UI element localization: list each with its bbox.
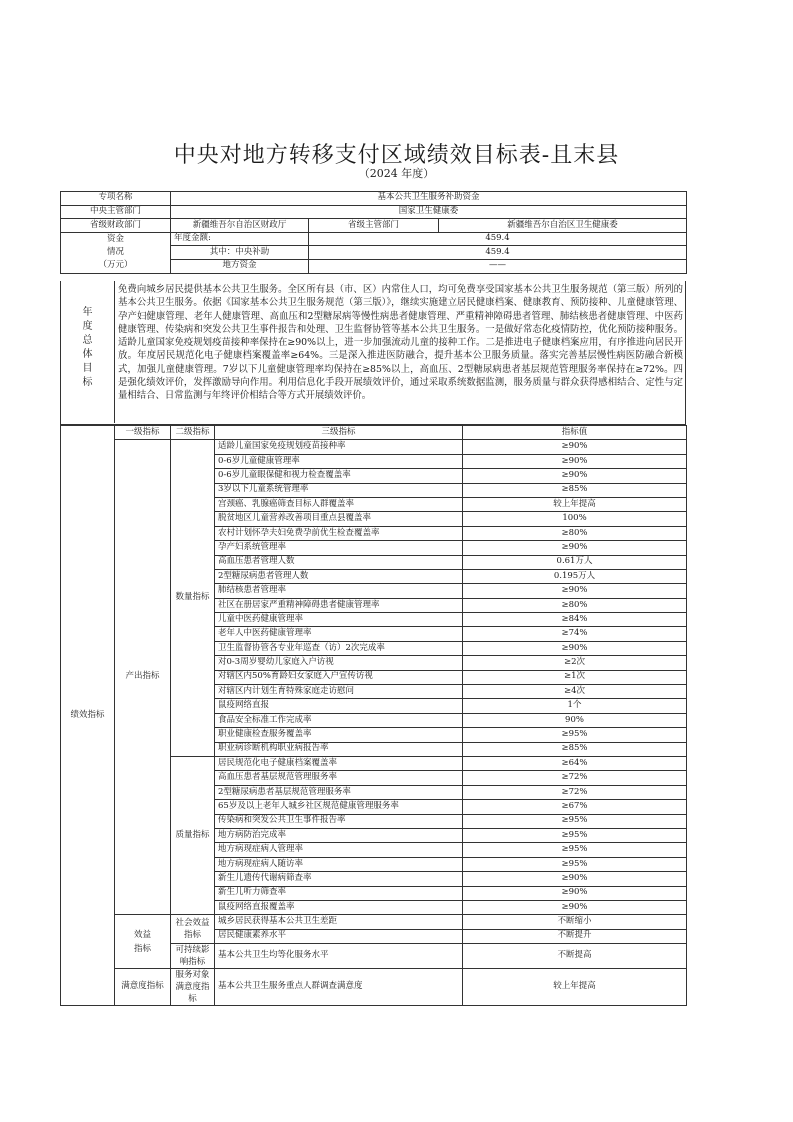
indicator-name: 高血压患者基层规范管理服务率 <box>215 771 463 785</box>
indicator-name: 3岁以下儿童系统管理率 <box>215 483 463 497</box>
benefit-indicator-label <box>115 915 171 969</box>
indicator-name: 对辖区内50%育龄妇女家庭入户宣传访视 <box>215 670 463 684</box>
indicator-name: 地方病现症病人随访率 <box>215 857 463 871</box>
indicator-value: ≥90% <box>463 584 687 598</box>
indicator-name: 新生儿遗传代谢病筛查率 <box>215 872 463 886</box>
indicator-value: ≥90% <box>463 469 687 483</box>
funds-label-line-1: 资金 <box>106 234 124 245</box>
local-funds-label: 地方资金 <box>171 259 309 273</box>
indicator-name: 鼠疫网络直报覆盖率 <box>215 900 463 914</box>
prov-dept-label: 省级主管部门 <box>309 219 439 233</box>
project-value: 基本公共卫生服务补助资金 <box>171 192 687 206</box>
indicator-name: 宫颈癌、乳腺癌筛查目标人群覆盖率 <box>215 497 463 511</box>
indicator-value: ≥90% <box>463 900 687 914</box>
indicator-value: ≥90% <box>463 886 687 900</box>
central-dept-label: 中央主管部门 <box>61 205 171 219</box>
goal-label-char: 目 <box>82 363 93 374</box>
satisfaction-indicator-label: 满意度指标 <box>115 969 171 1006</box>
prov-dept-value: 新疆维吾尔自治区卫生健康委 <box>439 219 687 233</box>
annual-goal-section <box>60 281 686 425</box>
indicator-value: ≥85% <box>463 742 687 756</box>
indicator-name: 食品安全标准工作完成率 <box>215 713 463 727</box>
sustainable-impact-label: 可持续影响指标 <box>171 944 215 969</box>
annual-goal-label <box>61 281 115 423</box>
indicator-value: 0.61万人 <box>463 555 687 569</box>
indicator-value: ≥84% <box>463 613 687 627</box>
indicator-value: ≥95% <box>463 728 687 742</box>
indicator-name: 基本公共卫生服务重点人群调查满意度 <box>215 969 463 1006</box>
prov-finance-label: 省级财政部门 <box>61 219 171 233</box>
local-funds-value: —— <box>309 259 687 273</box>
header-table <box>60 191 687 274</box>
indicator-name: 职业病诊断机构职业病报告率 <box>215 742 463 756</box>
indicator-value: ≥1次 <box>463 670 687 684</box>
central-dept-value: 国家卫生健康委 <box>171 205 687 219</box>
indicator-value: ≥95% <box>463 828 687 842</box>
indicator-value: ≥85% <box>463 483 687 497</box>
indicator-name: 65岁及以上老年人城乡社区规范健康管理服务率 <box>215 800 463 814</box>
goal-label-char: 总 <box>82 335 93 346</box>
indicator-value: ≥80% <box>463 598 687 612</box>
col-value-header: 指标值 <box>463 426 687 440</box>
table-row <box>61 440 687 454</box>
indicator-name: 儿童中医药健康管理率 <box>215 613 463 627</box>
service-satisfaction-label: 服务对象满意度指标 <box>171 969 215 1006</box>
indicator-name: 基本公共卫生均等化服务水平 <box>215 944 463 969</box>
indicator-name: 地方病现症病人管理率 <box>215 843 463 857</box>
indicator-value: 不断提升 <box>463 929 687 943</box>
indicator-name: 0-6岁儿童眼保健和视力检查覆盖率 <box>215 469 463 483</box>
indicator-value: 100% <box>463 512 687 526</box>
indicator-value: 不断缩小 <box>463 915 687 929</box>
indicator-name: 新生儿听力筛查率 <box>215 886 463 900</box>
central-subsidy-label: 其中：中央补助 <box>171 246 309 260</box>
indicator-name: 农村计划怀孕夫妇免费孕前优生检查覆盖率 <box>215 526 463 540</box>
page-subtitle: （2024 年度） <box>358 167 435 180</box>
indicator-name: 卫生监督协管各专业年巡查（访）2次完成率 <box>215 641 463 655</box>
indicator-name: 2型糖尿病患者基层规范管理服务率 <box>215 785 463 799</box>
indicator-name: 传染病和突发公共卫生事件报告率 <box>215 814 463 828</box>
indicator-value: 不断提高 <box>463 944 687 969</box>
indicator-value: 较上年提高 <box>463 497 687 511</box>
benefit-label-line-1: 效益 <box>133 929 151 940</box>
indicator-value: ≥95% <box>463 843 687 857</box>
social-benefit-label: 社会效益指标 <box>171 915 215 944</box>
col-level3-header: 三级指标 <box>215 426 463 440</box>
indicator-value: ≥74% <box>463 627 687 641</box>
prov-finance-value: 新疆维吾尔自治区财政厅 <box>171 219 309 233</box>
indicator-name: 社区在册居家严重精神障碍患者健康管理率 <box>215 598 463 612</box>
indicator-name: 适龄儿童国家免疫规划疫苗接种率 <box>215 440 463 454</box>
indicator-value: 1个 <box>463 699 687 713</box>
indicator-value: ≥67% <box>463 800 687 814</box>
indicator-name: 居民规范化电子健康档案覆盖率 <box>215 756 463 770</box>
indicator-name: 鼠疫网络直报 <box>215 699 463 713</box>
indicator-name: 肺结核患者管理率 <box>215 584 463 598</box>
performance-header-row <box>61 426 687 440</box>
indicator-name: 脱贫地区儿童营养改善项目重点县覆盖率 <box>215 512 463 526</box>
indicator-name: 高血压患者管理人数 <box>215 555 463 569</box>
performance-section-label: 绩效指标 <box>61 426 115 1006</box>
indicator-value: ≥2次 <box>463 656 687 670</box>
indicator-value: ≥72% <box>463 771 687 785</box>
central-dept-row <box>61 205 687 219</box>
indicator-name: 老年人中医药健康管理率 <box>215 627 463 641</box>
goal-label-char: 年 <box>82 307 93 318</box>
indicator-name: 地方病防治完成率 <box>215 828 463 842</box>
col-level1-header: 一级指标 <box>115 426 171 440</box>
indicator-value: ≥64% <box>463 756 687 770</box>
funds-label <box>61 232 171 273</box>
funds-label-line-3: （万元） <box>98 260 133 271</box>
indicator-value: 较上年提高 <box>463 969 687 1006</box>
indicator-value: ≥4次 <box>463 685 687 699</box>
indicator-value: ≥90% <box>463 872 687 886</box>
annual-funds-row <box>61 232 687 246</box>
performance-table <box>60 425 687 1006</box>
benefit-label-line-2: 指标 <box>133 943 151 954</box>
page-title: 中央对地方转移支付区域绩效目标表-且末县 <box>173 143 620 168</box>
indicator-name: 0-6岁儿童健康管理率 <box>215 454 463 468</box>
funds-label-line-2: 情况 <box>106 247 124 258</box>
project-label: 专项名称 <box>61 192 171 206</box>
indicator-name: 城乡居民获得基本公共卫生差距 <box>215 915 463 929</box>
indicator-value: ≥72% <box>463 785 687 799</box>
indicator-value: ≥80% <box>463 526 687 540</box>
goal-label-char: 体 <box>82 349 93 360</box>
annual-value: 459.4 <box>309 232 687 246</box>
provincial-row <box>61 219 687 233</box>
indicator-name: 2型糖尿病患者管理人数 <box>215 569 463 583</box>
table-row <box>61 915 687 929</box>
indicator-name: 孕产妇系统管理率 <box>215 541 463 555</box>
output-indicator-label: 产出指标 <box>115 440 171 915</box>
indicator-name: 对0-3周岁婴幼儿家庭入户访视 <box>215 656 463 670</box>
indicator-value: ≥90% <box>463 641 687 655</box>
annual-label: 年度金额: <box>171 232 309 246</box>
indicator-value: ≥90% <box>463 541 687 555</box>
goal-label-char: 度 <box>82 321 93 332</box>
central-subsidy-value: 459.4 <box>309 246 687 260</box>
indicator-value: ≥95% <box>463 814 687 828</box>
goal-label-char: 标 <box>82 377 93 388</box>
indicator-value: 90% <box>463 713 687 727</box>
quantity-indicator-label: 数量指标 <box>171 440 215 757</box>
col-level2-header: 二级指标 <box>171 426 215 440</box>
indicator-value: 0.195万人 <box>463 569 687 583</box>
quality-indicator-label: 质量指标 <box>171 756 215 914</box>
project-row <box>61 192 687 206</box>
indicator-name: 对辖区内计划生育特殊家庭走访慰问 <box>215 685 463 699</box>
indicator-value: ≥95% <box>463 857 687 871</box>
indicator-name: 职业健康检查服务覆盖率 <box>215 728 463 742</box>
annual-goal-text: 免费向城乡居民提供基本公共卫生服务。全区所有县（市、区）内常住人口，均可免费享受国家基本公共卫生服务规范（第三版）所列的基本公共卫生服务。依据《国家基本公共卫生服务规范（第三版）》，继续实施建立居民健康档案、健康教育、预防接种、儿童健康管理、孕产妇健康管理、老年人健康管理、高血压和2型糖尿病等慢性病患者健康管理、严重精神障碍患者管理、肺结核患者健康管理、中医药健康管理、传染病和突发公共卫生事件报告和处理、卫生监督协管等基本公共卫生服务。一是做好常态化疫情防控，优化预防接种服务。适龄儿童国家免疫规划疫苗接种率保持在≥90%以上，进一步加强流动儿童的接种工作。二是推进电子健康档案应用，有序推进向居民开放。年度居民规范化电子健康档案覆盖率≥64%。三是深入推进医防融合，提升基本公卫服务质量。落实完善基层慢性病医防融合新模式，加强儿童健康管理。7岁以下儿童健康管理率均保持在≥85%以上，高血压、2型糖尿病患者基层规范管理服务率保持在≥72%。四是强化绩效评价，发挥激励导向作用。利用信息化手段开展绩效评价，通过采取系统数据监测，服务质量与群众获得感相结合、定性与定量相结合、日常监测与年终评价相结合等方式开展绩效评价。 <box>118 284 683 402</box>
indicator-name: 居民健康素养水平 <box>215 929 463 943</box>
indicator-value: ≥90% <box>463 454 687 468</box>
indicator-value: ≥90% <box>463 440 687 454</box>
